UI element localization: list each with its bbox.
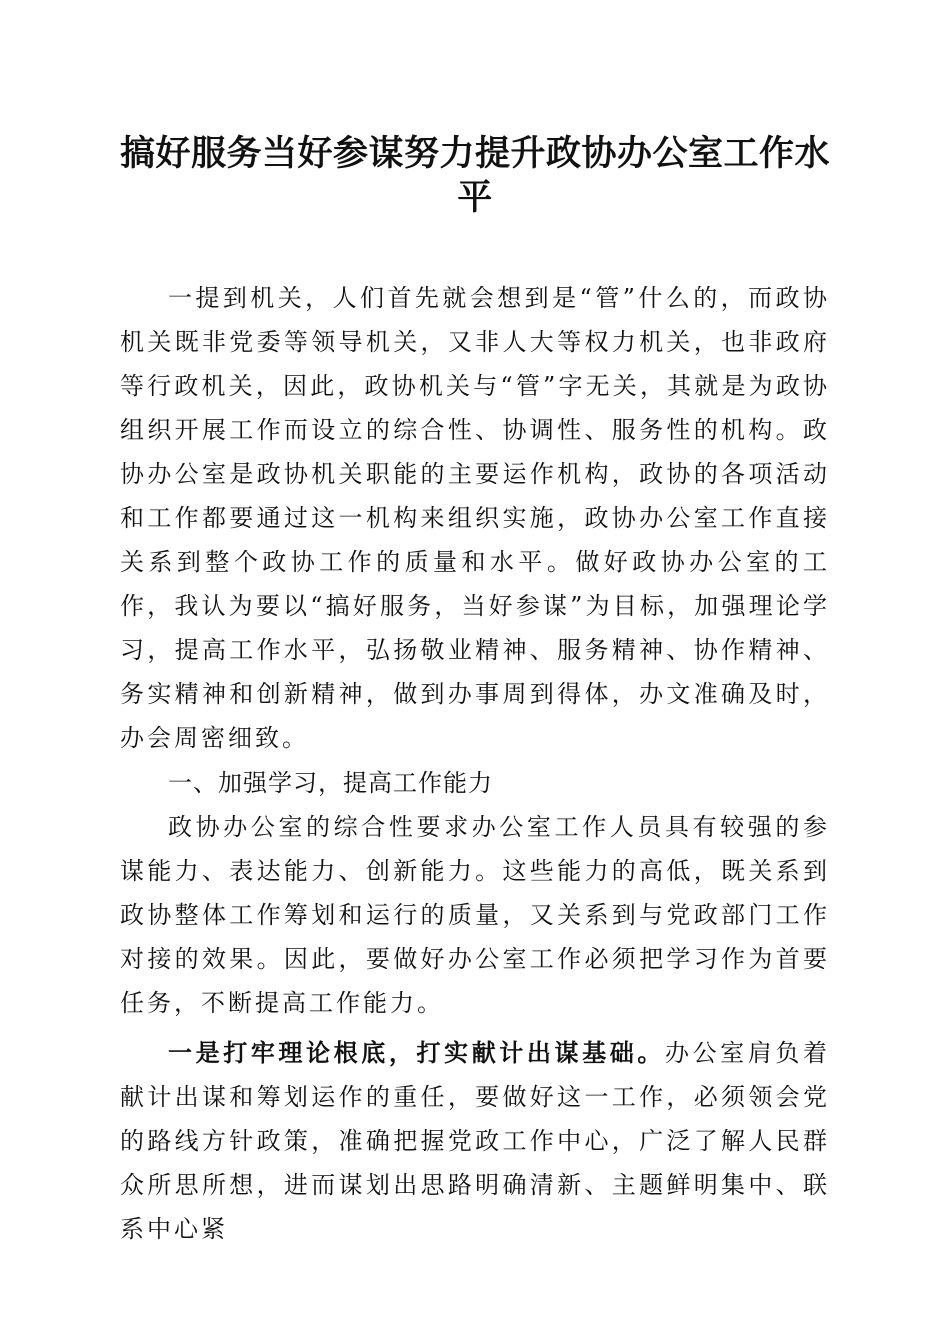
point-1-paragraph	[120, 1031, 830, 1251]
document-title: 搞好服务当好参谋努力提升政协办公室工作水平	[119, 133, 830, 218]
point-1-lead: 一是打牢理论根底，打实献计出谋基础。	[168, 1038, 665, 1067]
intro-paragraph: 一提到机关，人们首先就会想到是“管”什么的，而政协机关既非党委等领导机关，又非人大等权力机关，也非政府等行政机关，因此，政协机关与“管”字无关，其就是为政协组织开展工作而设立的综合性、协调性、服务性的机构。政协办公室是政协机关职能的主要运作机构，政协的各项活动和工作都要通过这一机构来组织实施，政协办公室工作直接关系到整个政协工作的质量和水平。做好政协办公室的工作，我认为要以“搞好服务，当好参谋”为目标，加强理论学习，提高工作水平，弘扬敬业精神、服务精神、协作精神、务实精神和创新精神，做到办事周到得体，办文准确及时，办会周密细致。	[120, 284, 830, 752]
section-heading-1: 一、加强学习，提高工作能力	[168, 769, 493, 797]
point-1-body: 办公室肩负着献计出谋和筹划运作的重任，要做好这一工作，必须领会党的路线方针政策，准确把握党政工作中心，广泛了解人民群众所思所想，进而谋划出思路明确清新、主题鲜明集中、联系中心紧	[120, 1039, 831, 1243]
section-1-paragraph: 政协办公室的综合性要求办公室工作人员具有较强的参谋能力、表达能力、创新能力。这些能力的高低，既关系到政协整体工作筹划和运行的质量，又关系到与党政部门工作对接的效果。因此，要做好办公室工作必须把学习作为首要任务，不断提高工作能力。	[120, 813, 830, 1017]
document-body	[120, 276, 830, 1251]
